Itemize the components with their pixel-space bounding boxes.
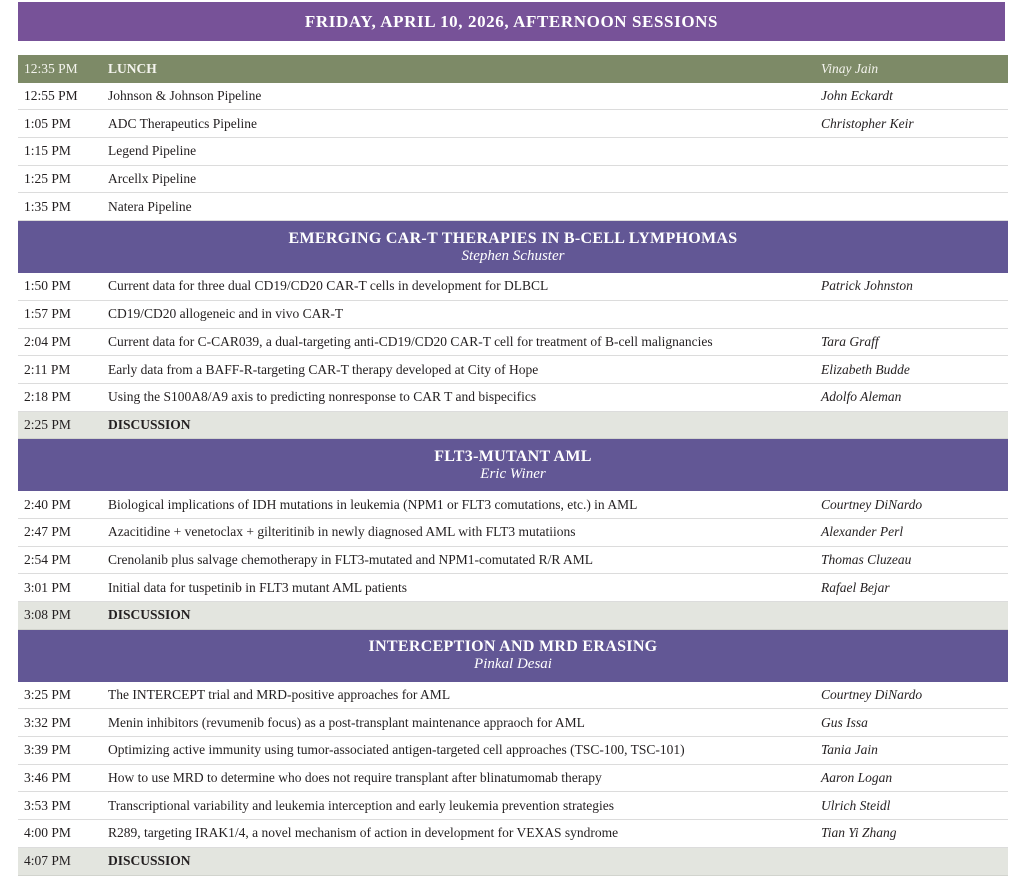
discussion-row <box>18 412 1008 440</box>
session-title: DISCUSSION <box>108 416 191 432</box>
session-speaker: Elizabeth Budde <box>821 361 910 377</box>
session-title: LUNCH <box>108 60 157 76</box>
session-time: 1:35 PM <box>24 198 71 214</box>
agenda-table <box>18 55 1008 876</box>
session-time: 3:53 PM <box>24 797 71 813</box>
session-time: 4:07 PM <box>24 853 71 869</box>
talk-row <box>18 138 1008 166</box>
session-title: Transcriptional variability and leukemia interception and early leukemia prevention strategies <box>108 797 614 813</box>
talk-row <box>18 765 1008 793</box>
session-title: Early data from a BAFF-R-targeting CAR-T therapy developed at City of Hope <box>108 361 539 377</box>
session-speaker: Vinay Jain <box>821 60 879 76</box>
talk-row <box>18 83 1008 111</box>
sessions-list <box>18 221 1008 875</box>
session-time: 2:11 PM <box>24 361 71 377</box>
talk-row <box>18 574 1008 602</box>
session-speaker: Ulrich Steidl <box>821 797 891 813</box>
session-title: Using the S100A8/A9 axis to predicting nonresponse to CAR T and bispecifics <box>108 389 537 405</box>
session-title: Current data for three dual CD19/CD20 CAR-T cells in development for DLBCL <box>108 278 549 294</box>
talk-row <box>18 356 1008 384</box>
session-time: 2:04 PM <box>24 333 71 349</box>
session-time: 3:08 PM <box>24 607 71 623</box>
session-time: 12:35 PM <box>24 60 78 76</box>
section-header <box>18 630 1008 682</box>
session-time: 2:54 PM <box>24 551 71 567</box>
talk-row <box>18 110 1008 138</box>
session-title: Legend Pipeline <box>108 143 197 159</box>
talk-row <box>18 547 1008 575</box>
session-speaker: Tania Jain <box>821 742 878 758</box>
session-time: 1:25 PM <box>24 171 71 187</box>
talk-row <box>18 329 1008 357</box>
session-speaker: Aaron Logan <box>821 770 893 786</box>
section-title: FLT3-MUTANT AML <box>434 447 592 465</box>
section-title: EMERGING CAR-T THERAPIES IN B-CELL LYMPHOMAS <box>288 229 738 247</box>
session-time: 1:05 PM <box>24 115 71 131</box>
pipeline-list <box>18 83 1008 221</box>
session-speaker: Courtney DiNardo <box>821 687 923 703</box>
session-time: 3:32 PM <box>24 714 71 730</box>
session-title: Crenolanib plus salvage chemotherapy in FLT3-mutated and NPM1-comutated R/R AML <box>108 551 594 567</box>
talk-row <box>18 519 1008 547</box>
session-time: 2:18 PM <box>24 389 71 405</box>
session-title: DISCUSSION <box>108 607 191 623</box>
session-title: Initial data for tuspetinib in FLT3 mutant AML patients <box>108 579 407 595</box>
talk-row <box>18 491 1008 519</box>
section-header <box>18 221 1008 273</box>
session-title: Current data for C-CAR039, a dual-targeting anti-CD19/CD20 CAR-T cell for treatment of B-cell malignancies <box>108 333 713 349</box>
talk-row <box>18 193 1008 221</box>
session-title: Optimizing active immunity using tumor-associated antigen-targeted cell approaches (TSC-100, TSC-101) <box>108 742 685 758</box>
talk-row <box>18 273 1008 301</box>
session-time: 3:46 PM <box>24 770 71 786</box>
discussion-row <box>18 848 1008 876</box>
talk-row <box>18 682 1008 710</box>
session-time: 2:25 PM <box>24 416 71 432</box>
session-speaker: Courtney DiNardo <box>821 496 923 512</box>
talk-row <box>18 792 1008 820</box>
day-title: FRIDAY, APRIL 10, 2026, AFTERNOON SESSIONS <box>304 11 719 31</box>
session-time: 1:57 PM <box>24 306 71 322</box>
session-title: Arcellx Pipeline <box>108 171 197 187</box>
section-header <box>18 439 1008 491</box>
session-time: 3:39 PM <box>24 742 71 758</box>
talk-row <box>18 737 1008 765</box>
session-title: Johnson & Johnson Pipeline <box>108 88 262 104</box>
lunch-row <box>18 55 1008 83</box>
session-speaker: Christopher Keir <box>821 115 914 131</box>
session-title: DISCUSSION <box>108 853 191 869</box>
session-time: 3:01 PM <box>24 579 71 595</box>
session-title: How to use MRD to determine who does not require transplant after blinatumomab therapy <box>108 770 602 786</box>
session-speaker: Thomas Cluzeau <box>821 551 912 567</box>
session-time: 3:25 PM <box>24 687 71 703</box>
session-time: 2:40 PM <box>24 496 71 512</box>
section-chair: Eric Winer <box>480 465 546 482</box>
session-speaker: Patrick Johnston <box>821 278 913 294</box>
section-chair: Pinkal Desai <box>474 656 552 673</box>
session-speaker: Rafael Bejar <box>821 579 890 595</box>
session-speaker: Gus Issa <box>821 714 868 730</box>
talk-row <box>18 166 1008 194</box>
session-speaker: Adolfo Aleman <box>821 389 902 405</box>
talk-row <box>18 820 1008 848</box>
session-title: Menin inhibitors (revumenib focus) as a post-transplant maintenance appraoch for AML <box>108 714 585 730</box>
discussion-row <box>18 602 1008 630</box>
talk-row <box>18 709 1008 737</box>
session-speaker: Alexander Perl <box>821 524 904 540</box>
section-title: INTERCEPTION AND MRD ERASING <box>368 638 658 656</box>
session-title: CD19/CD20 allogeneic and in vivo CAR-T <box>108 306 344 322</box>
session-time: 4:00 PM <box>24 825 71 841</box>
session-speaker: Tian Yi Zhang <box>821 825 897 841</box>
session-time: 1:50 PM <box>24 278 71 294</box>
talk-row <box>18 301 1008 329</box>
session-title: The INTERCEPT trial and MRD-positive approaches for AML <box>108 687 451 703</box>
session-title: Azacitidine + venetoclax + gilteritinib in newly diagnosed AML with FLT3 mutatiions <box>108 524 576 540</box>
session-speaker: Tara Graff <box>821 333 879 349</box>
section-chair: Stephen Schuster <box>461 247 565 264</box>
session-title: Natera Pipeline <box>108 198 192 214</box>
session-title: Biological implications of IDH mutations in leukemia (NPM1 or FLT3 comutations, etc.) in AML <box>108 496 638 512</box>
session-title: ADC Therapeutics Pipeline <box>108 115 257 131</box>
session-time: 2:47 PM <box>24 524 71 540</box>
day-banner <box>18 2 1005 41</box>
session-time: 1:15 PM <box>24 143 71 159</box>
session-time: 12:55 PM <box>24 88 78 104</box>
talk-row <box>18 384 1008 412</box>
session-speaker: John Eckardt <box>821 88 893 104</box>
session-title: R289, targeting IRAK1/4, a novel mechanism of action in development for VEXAS syndrome <box>108 825 619 841</box>
